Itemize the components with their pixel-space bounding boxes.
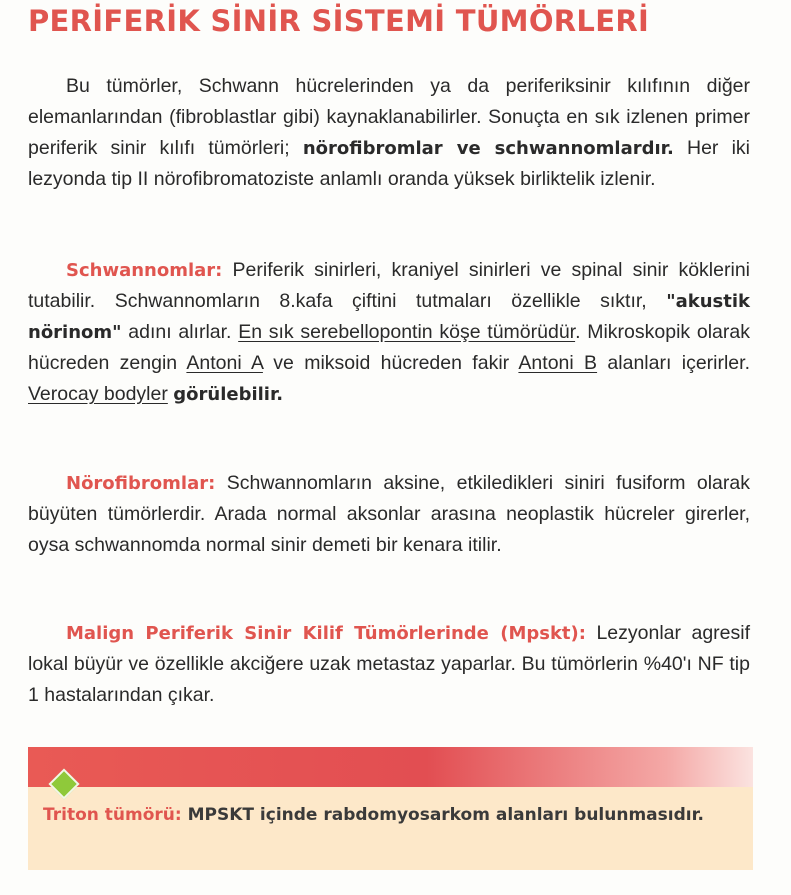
mpnst-term: Malign Periferik Sinir Kilif Tümörlerinde (Mpskt): bbox=[66, 623, 586, 644]
neurofibroma-term: Nörofibromlar: bbox=[66, 473, 216, 494]
schwannoma-text-2: adını alırlar. bbox=[121, 321, 239, 343]
note-box-header-bar bbox=[28, 747, 753, 787]
schwannoma-underline-1: En sık serebellopontin köşe tümörüdür bbox=[238, 321, 576, 343]
note-term: Triton tümörü: bbox=[43, 805, 182, 825]
mpnst-text: Lezyonlar agresif lokal büyür ve özellikle akciğere uzak metastaz yaparlar. Bu tümörlerin %40'ı NF tip 1 hastalarından çıkar. bbox=[28, 622, 750, 706]
note-box bbox=[28, 747, 753, 870]
mpnst-paragraph bbox=[28, 618, 750, 711]
neurofibroma-paragraph bbox=[28, 468, 750, 561]
schwannoma-text-1: Periferik sinirleri, kraniyel sinirleri ve spinal sinir köklerini tutabilir. Schwannomların 8.kafa çiftini tutmaları özellikle sıktır, bbox=[28, 259, 750, 312]
schwannoma-paragraph bbox=[28, 255, 750, 410]
page-title: PERİFERİK SİNİR SİSTEMİ TÜMÖRLERİ bbox=[28, 4, 650, 38]
intro-bold-terms: nörofibromlar ve schwannomlardır. bbox=[302, 138, 674, 159]
schwannoma-underline-antoni-a: Antoni A bbox=[186, 352, 263, 374]
schwannoma-underline-verocay: Verocay bodyler bbox=[28, 383, 168, 405]
schwannoma-text-3: . Mikroskopik olarak hücreden zengin bbox=[28, 321, 750, 374]
schwannoma-text-5: alanları içerirler. bbox=[597, 352, 750, 374]
intro-text-1: Bu tümörler, Schwann hücrelerinden ya da periferiksinir kılıfının diğer elemanlarından (fibroblastlar gibi) kaynaklanabilirler. Sonuçta en sık izlenen primer periferik sinir kılıfı tümörleri; bbox=[28, 75, 750, 159]
neurofibroma-text: Schwannomların aksine, etkiledikleri siniri fusiform olarak büyüten tümörlerdir. Arada normal aksonlar arasına neoplastik hücreler girerler, oysa schwannomda normal sinir demeti bir kenara itilir. bbox=[28, 472, 750, 556]
schwannoma-quote: "akustik nörinom" bbox=[28, 291, 750, 343]
schwannoma-text-4: ve miksoid hücreden fakir bbox=[262, 352, 519, 374]
schwannoma-term: Schwannomlar: bbox=[66, 260, 223, 281]
intro-paragraph bbox=[28, 71, 750, 195]
note-text: MPSKT içinde rabdomyosarkom alanları bulunmasıdır. bbox=[181, 805, 704, 825]
intro-text-2: Her iki lezyonda tip II nörofibromatoziste anlamlı oranda yüksek birliktelik izlenir. bbox=[28, 137, 750, 190]
note-box-text bbox=[43, 802, 733, 829]
schwannoma-bold-end: görülebilir. bbox=[173, 384, 284, 405]
schwannoma-underline-antoni-b: Antoni B bbox=[518, 352, 598, 374]
